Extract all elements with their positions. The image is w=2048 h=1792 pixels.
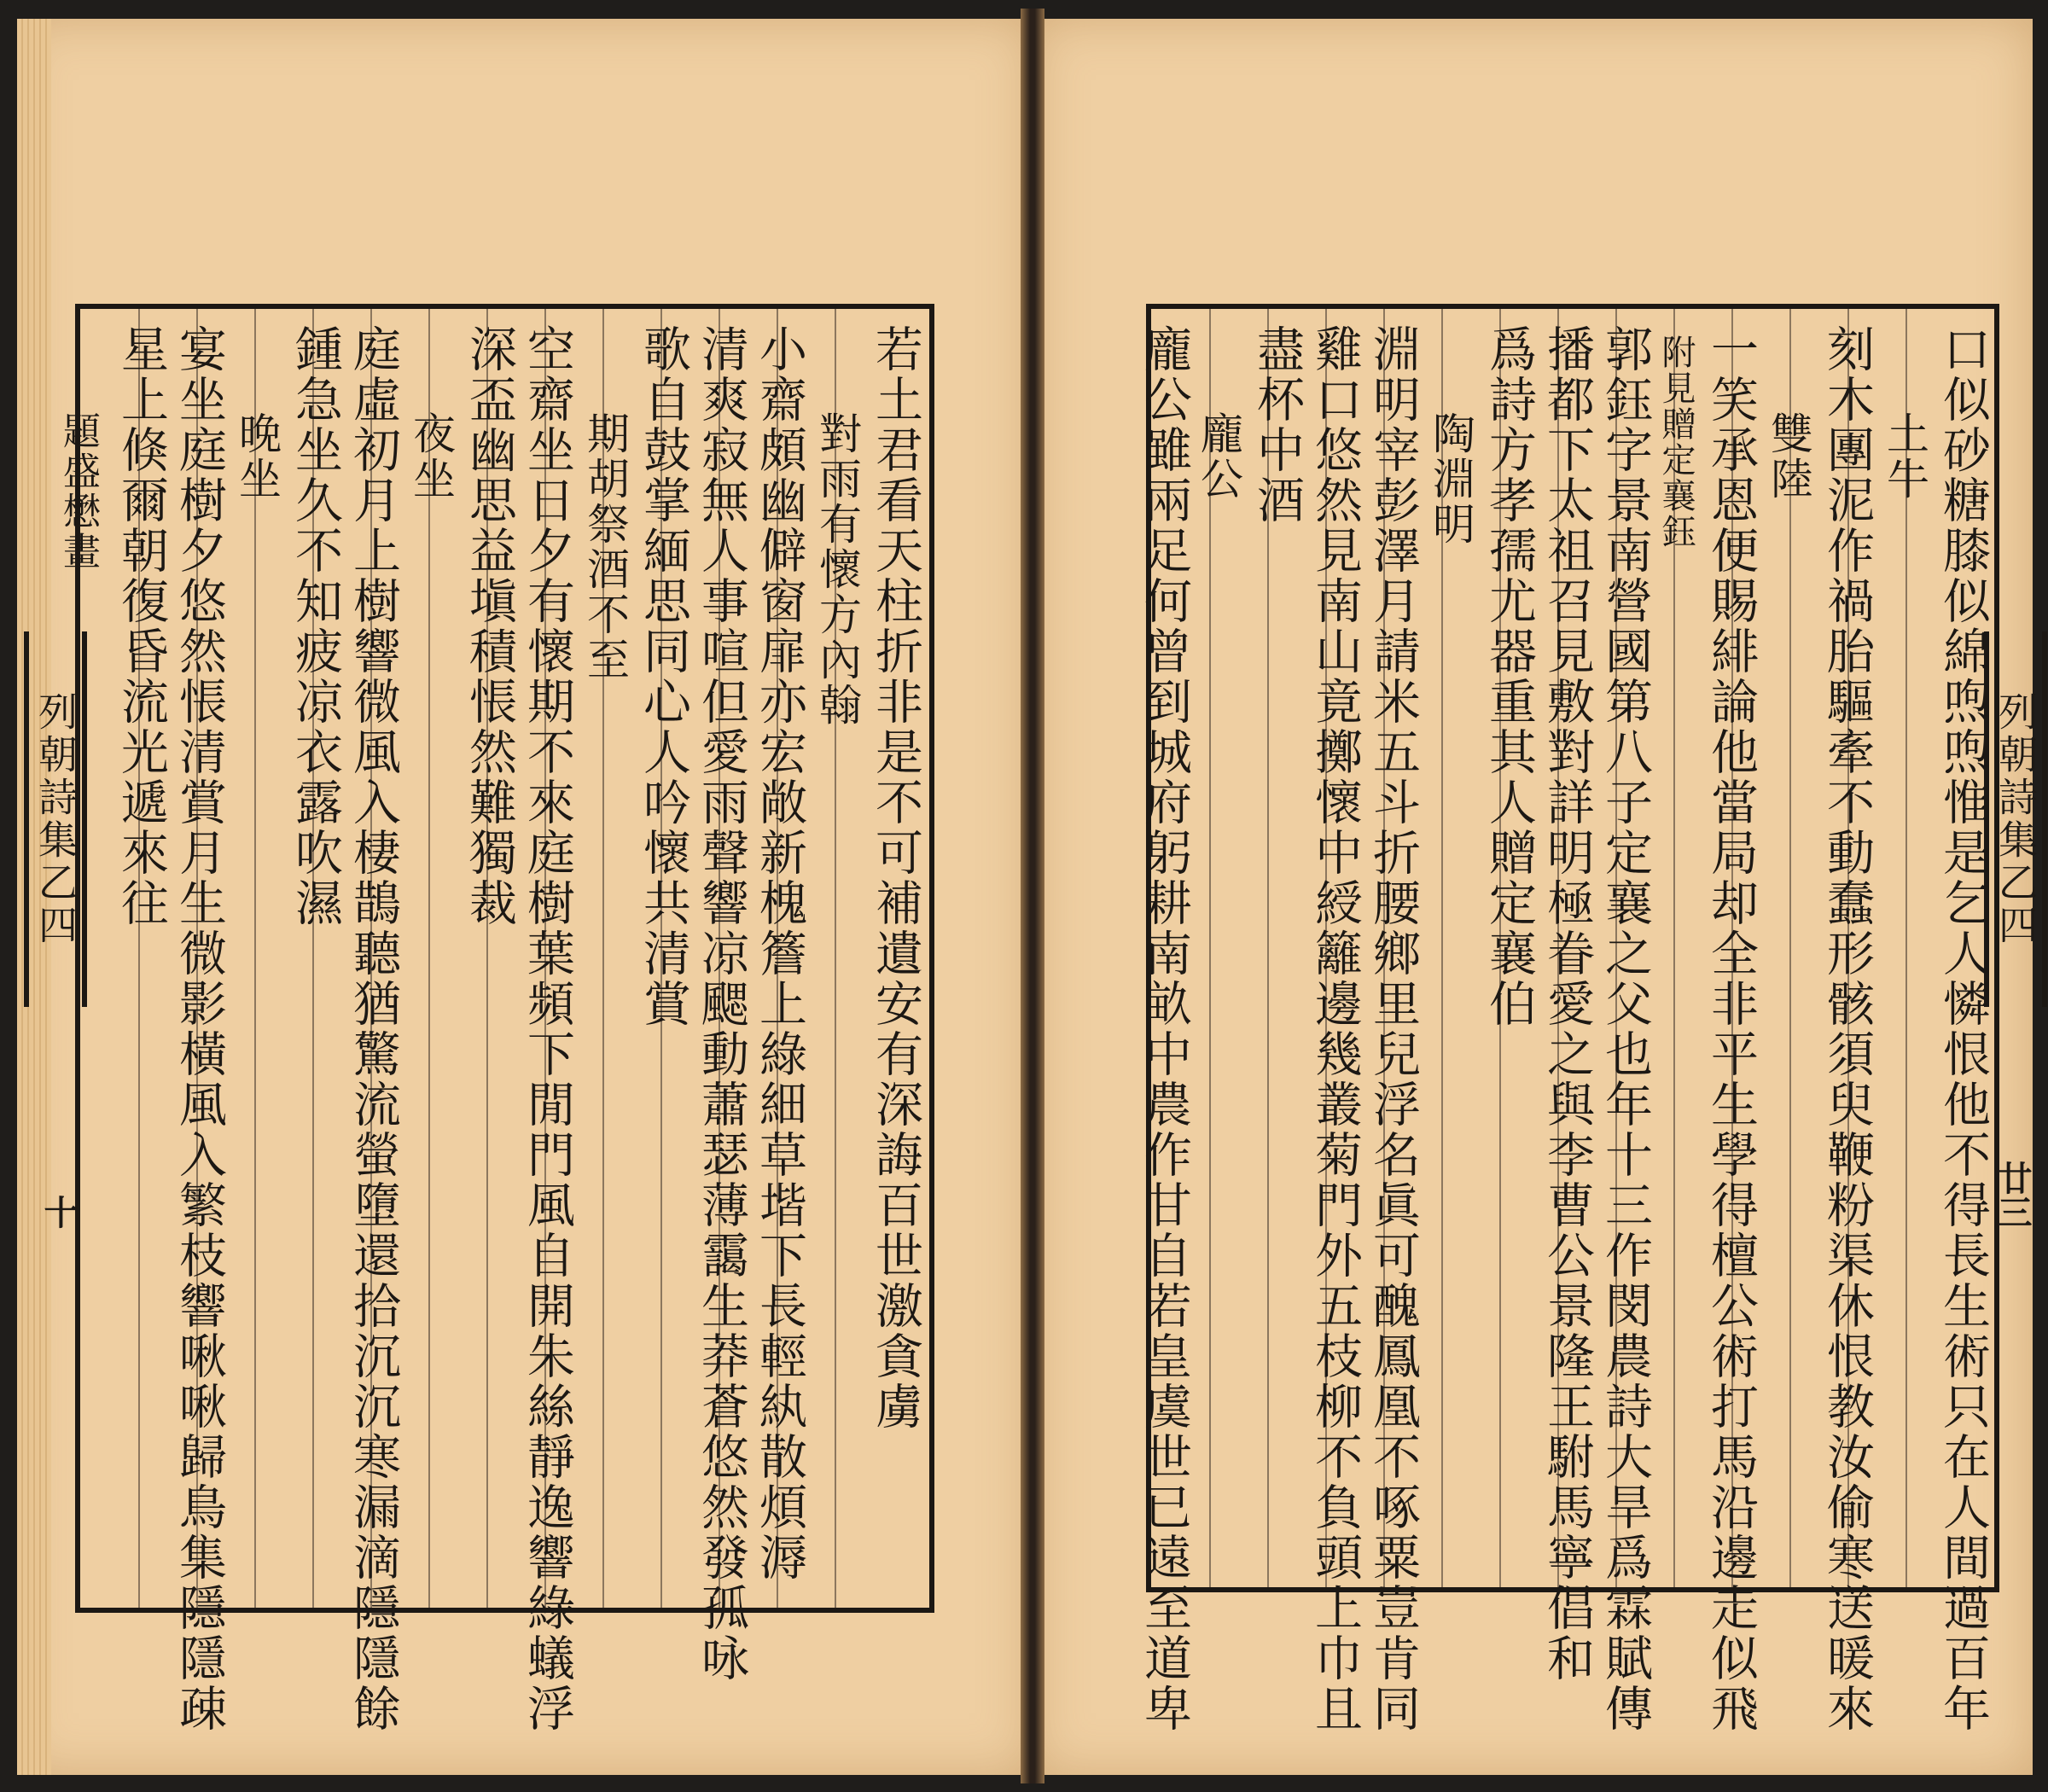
- text-column: 星上倏爾朝復昏流光遞來往: [113, 324, 169, 928]
- text-column: 爲詩方孝孺尤器重其人贈定襄伯: [1481, 324, 1537, 1029]
- text-column: 庭虛初月上樹響微風入棲鵲聽猶驚流螢墮還拾沉沉寒漏滴隱隱餘: [346, 324, 401, 1734]
- column-rule: [428, 309, 430, 1608]
- poem-title: 附見贈定襄鈺: [1656, 335, 1696, 550]
- poem-title: 晚坐: [232, 411, 282, 502]
- poem-title: 土牛: [1880, 411, 1929, 502]
- text-column: 淵明宰彭澤月請米五斗折腰鄉里兒浮名眞可醜鳳凰不啄粟豈肯同: [1365, 324, 1421, 1734]
- book-gutter: [1021, 9, 1044, 1783]
- poem-title: 期胡祭酒不至: [580, 411, 630, 683]
- poem-title: 龐公: [1194, 411, 1243, 502]
- text-column: 空齋坐日夕有懷期不來庭樹葉頻下閒門風自開朱絲靜逸響綠蟻浮: [520, 324, 575, 1734]
- poem-title: 陶淵明: [1426, 411, 1475, 547]
- text-column: 清爽寂無人事喧但愛雨聲響凉颸動蕭瑟薄靄生莽蒼悠然發孤咏: [694, 324, 749, 1684]
- right-text-frame: [1137, 304, 1999, 1734]
- text-column: 盡杯中酒: [1249, 324, 1305, 526]
- column-rule: [254, 309, 256, 1608]
- text-column: 深盃幽思益塡積悵然難獨裁: [462, 324, 517, 928]
- poem-title: 對雨有懷方內翰: [812, 411, 862, 728]
- text-column: 播都下太祖召見敷對詳明極眷愛之與李曹公景隆王駙馬寧倡和: [1539, 324, 1595, 1684]
- text-column: 宴坐庭樹夕悠然悵清賞月生微影橫風入繁枝響啾啾歸鳥集隱隱疎: [172, 324, 227, 1734]
- text-column: 若土君看天柱折非是不可補遺安有深誨百世激貪虜: [868, 324, 923, 1432]
- text-column: 雞口悠然見南山竟擲懷中綬籬邊幾叢菊門外五枝柳不負頭上巾且: [1307, 324, 1363, 1734]
- margin-page-number: 十: [38, 1195, 79, 1229]
- text-column: 小齋頗幽僻窗扉亦宏敞新槐簷上綠細草堦下長輕紈散煩溽: [752, 324, 807, 1583]
- text-column: 歌自鼓掌緬思同心人吟懷共清賞: [636, 324, 691, 1029]
- left-text-frame: [56, 304, 934, 1734]
- margin-title: 列朝詩集乙四: [1984, 631, 2047, 1007]
- poem-title: 題盛懋畫: [56, 411, 100, 572]
- text-column: 龐公雖兩足何曾到城府躬耕南畝中農作甘自若皇虞世已遠至道卑: [1137, 324, 1192, 1734]
- text-column: 刻木團泥作禍胎驅牽不動蠢形骸須臾鞭粉渠休恨教汝偷寒送暖來: [1819, 324, 1875, 1734]
- poem-title: 夜坐: [406, 411, 456, 502]
- text-column: 口似砂糖膝似綿喣喣惟是乞人憐恨他不得長生術只在人間過百年: [1935, 324, 1991, 1734]
- text-column: 鍾急坐久不知疲凉衣露吹濕: [288, 324, 343, 928]
- text-column: 郭鈺字景南營國第八子定襄之父也年十三作閔農詩大旱爲霖賦傳: [1597, 324, 1653, 1734]
- text-column: 一笑承恩便賜緋論他當局却全非平生學得檀公術打馬沿邊走似飛: [1703, 324, 1759, 1734]
- poem-title: 雙陸: [1764, 411, 1813, 502]
- margin-title: 列朝詩集乙四: [24, 631, 87, 1007]
- margin-page-number: 廿三: [1993, 1161, 2033, 1229]
